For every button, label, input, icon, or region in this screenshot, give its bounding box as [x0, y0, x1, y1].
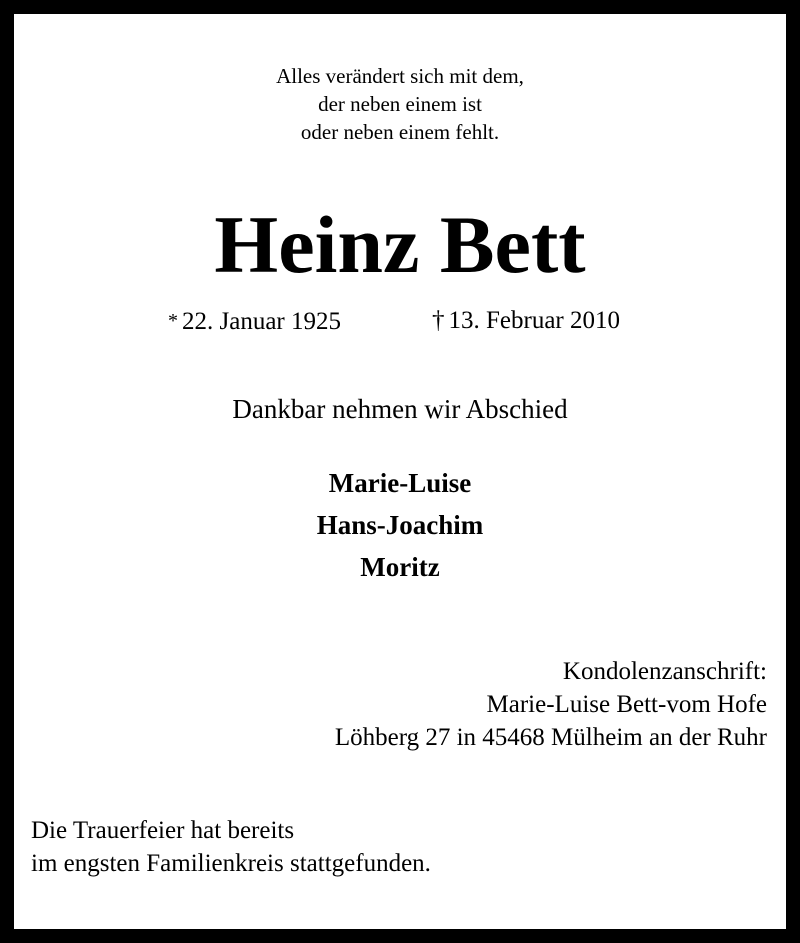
funeral-note: [31, 814, 431, 880]
quote-line: der neben einem ist: [318, 92, 482, 116]
funeral-note-line: Die Trauerfeier hat bereits: [31, 817, 295, 844]
mourners-list: [14, 462, 786, 588]
quote-line: oder neben einem fehlt.: [300, 120, 500, 144]
birth-date: 22. Januar 1925: [182, 308, 341, 335]
star-icon: *: [168, 310, 178, 332]
dagger-icon: †: [432, 307, 445, 334]
mourner-name: Hans-Joachim: [316, 510, 484, 540]
condolence-street: Löhberg 27 in 45468 Mülheim an der Ruhr: [334, 724, 767, 751]
death-date: 13. Februar 2010: [448, 307, 620, 334]
death-date-group: [432, 305, 620, 337]
birth-date-group: [168, 305, 341, 338]
condolence-name: Marie-Luise Bett-vom Hofe: [486, 691, 767, 718]
obituary-card: [14, 14, 786, 929]
quote-line: Alles verändert sich mit dem,: [276, 64, 524, 88]
funeral-note-line: im engsten Familienkreis stattgefunden.: [31, 850, 431, 877]
deceased-name: Heinz Bett: [214, 199, 586, 290]
memorial-quote: [14, 62, 786, 146]
condolence-address: [335, 655, 767, 754]
mourner-name: Marie-Luise: [328, 468, 472, 498]
farewell-text: Dankbar nehmen wir Abschied: [232, 394, 568, 424]
condolence-heading: Kondolenzanschrift:: [562, 658, 767, 685]
mourner-name: Moritz: [360, 552, 440, 582]
